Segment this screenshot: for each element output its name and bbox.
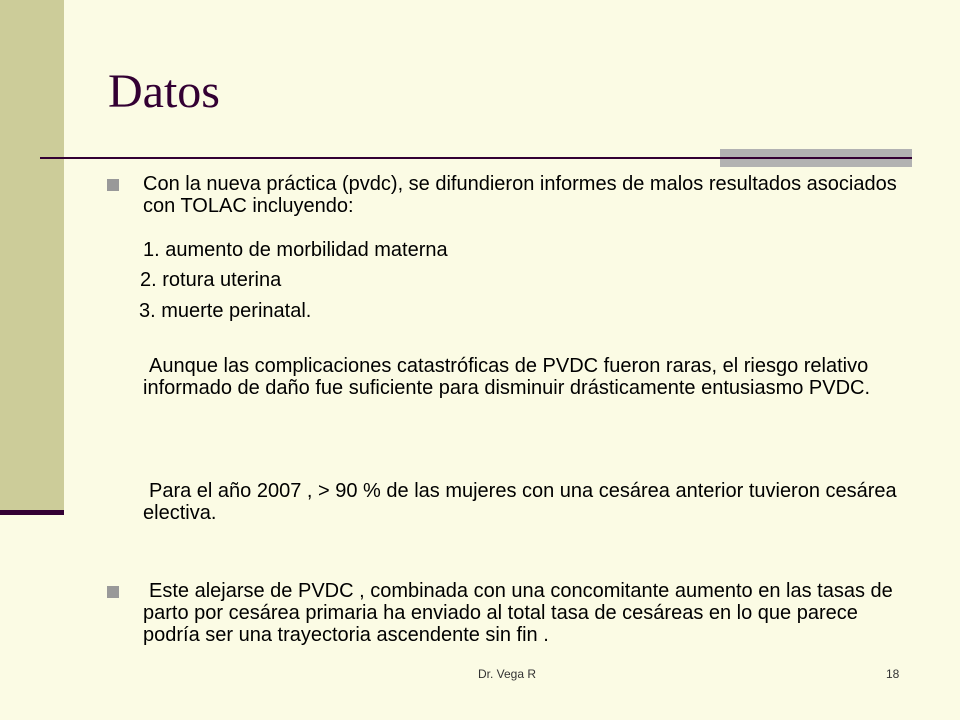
bullet-1-paragraph-1: Aunque las complicaciones catastróficas de PVDC fueron raras, el riesgo relativo informado de daño fue suficiente para disminuir drásticamente entusiasmo PVDC. [143, 355, 871, 399]
title-rule-accent [720, 149, 912, 167]
bullet-marker-2 [107, 586, 119, 598]
left-band-rule [0, 510, 64, 515]
left-decorative-band [0, 0, 64, 512]
list-item-3: 3. muerte perinatal. [139, 300, 312, 322]
slide-title: Datos [108, 65, 220, 118]
bullet-1-text: Con la nueva práctica (pvdc), se difundieron informes de malos resultados asociados con TOLAC incluyendo: [143, 173, 897, 217]
list-item-2: 2. rotura uterina [140, 269, 282, 291]
footer-page-number: 18 [886, 667, 900, 681]
bullet-marker-1 [107, 179, 119, 191]
bullet-1-paragraph-2: Para el año 2007 , > 90 % de las mujeres con una cesárea anterior tuvieron cesárea electiva. [143, 480, 897, 524]
bullet-2-text: Este alejarse de PVDC , combinada con una concomitante aumento en las tasas de parto por cesárea primaria ha enviado al total tasa de cesáreas en lo que parece podría ser una trayectoria ascendente sin fin . [143, 580, 893, 646]
footer-author: Dr. Vega R [478, 667, 537, 681]
list-item-1: 1. aumento de morbilidad materna [143, 239, 448, 261]
